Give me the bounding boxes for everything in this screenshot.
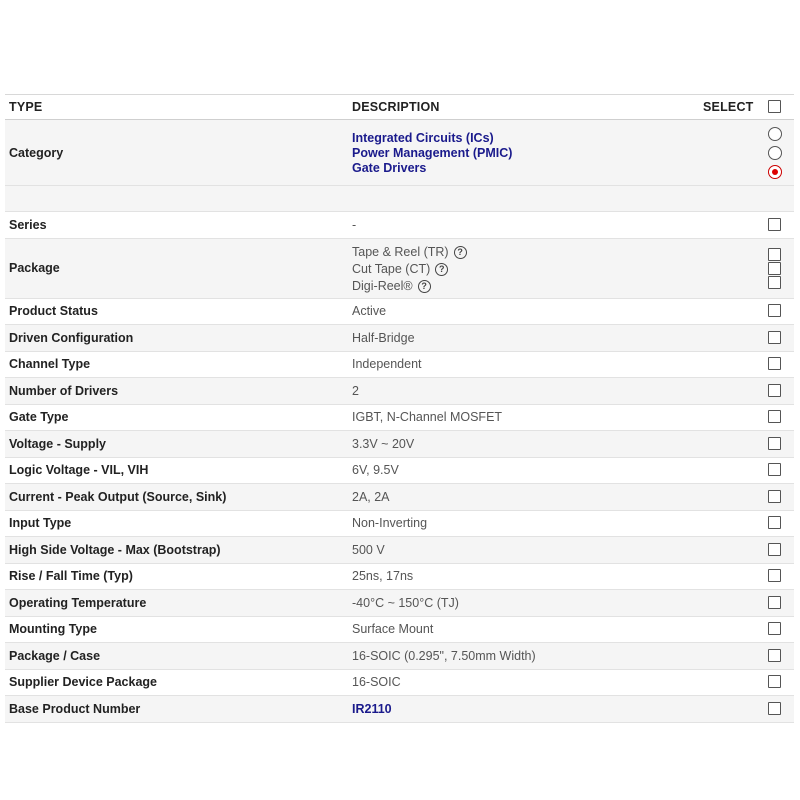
package-checkbox-cut-tape[interactable] [768, 262, 781, 275]
row-checkbox[interactable] [768, 649, 781, 662]
row-label: Gate Type [9, 410, 69, 425]
help-icon[interactable]: ? [454, 246, 467, 259]
category-radio-gate-drivers[interactable] [768, 165, 782, 179]
row-checkbox[interactable] [768, 543, 781, 556]
row-checkbox[interactable] [768, 490, 781, 503]
row-value: 3.3V ~ 20V [352, 436, 415, 451]
row-label: High Side Voltage - Max (Bootstrap) [9, 542, 221, 557]
row-checkbox[interactable] [768, 702, 781, 715]
product-attributes-table [5, 94, 794, 723]
table-row [5, 378, 794, 405]
table-row [5, 352, 794, 379]
base-product-link[interactable]: IR2110 [352, 701, 392, 716]
table-row [5, 643, 794, 670]
row-value: IGBT, N-Channel MOSFET [352, 410, 503, 425]
row-value: 2 [352, 383, 359, 398]
row-value-cell [352, 696, 392, 722]
row-checkbox[interactable] [768, 516, 781, 529]
table-row [5, 458, 794, 485]
row-checkbox[interactable] [768, 384, 781, 397]
header-select: SELECT [703, 100, 754, 114]
row-value: - [352, 217, 357, 232]
package-options [352, 244, 467, 295]
row-checkbox[interactable] [768, 357, 781, 370]
row-label: Series [9, 217, 47, 232]
row-value: 500 V [352, 542, 385, 557]
row-checkbox[interactable] [768, 596, 781, 609]
row-value: -40°C ~ 150°C (TJ) [352, 595, 459, 610]
row-label: Number of Drivers [9, 383, 119, 398]
table-row [5, 431, 794, 458]
row-label: Input Type [9, 516, 72, 531]
row-value: Surface Mount [352, 622, 434, 637]
category-link-gate-drivers[interactable]: Gate Drivers [352, 161, 427, 175]
row-value: 16-SOIC [352, 675, 401, 690]
row-label: Driven Configuration [9, 330, 134, 345]
table-row-series [5, 212, 794, 239]
table-row [5, 617, 794, 644]
header-description: DESCRIPTION [352, 100, 440, 114]
table-row [5, 484, 794, 511]
row-checkbox[interactable] [768, 410, 781, 423]
category-radio-ics[interactable] [768, 127, 782, 141]
select-all-checkbox[interactable] [768, 100, 781, 113]
row-label: Mounting Type [9, 622, 97, 637]
row-checkbox[interactable] [768, 304, 781, 317]
package-option-cut-tape: Cut Tape (CT) [352, 261, 431, 276]
package-checkbox-tape-reel[interactable] [768, 248, 781, 261]
table-row [5, 405, 794, 432]
table-row [5, 670, 794, 697]
row-label: Package [9, 261, 60, 275]
row-checkbox[interactable] [768, 463, 781, 476]
category-links [352, 130, 512, 175]
row-checkbox[interactable] [768, 437, 781, 450]
row-label: Rise / Fall Time (Typ) [9, 569, 133, 584]
row-value: 6V, 9.5V [352, 463, 399, 478]
table-row-category [5, 120, 794, 186]
row-value: 2A, 2A [352, 489, 390, 504]
row-checkbox[interactable] [768, 622, 781, 635]
row-label: Product Status [9, 304, 98, 319]
row-value: Non-Inverting [352, 516, 428, 531]
row-label: Operating Temperature [9, 595, 147, 610]
row-label: Category [9, 145, 64, 160]
row-label: Logic Voltage - VIL, VIH [9, 463, 149, 478]
table-row [5, 511, 794, 538]
table-row [5, 299, 794, 326]
row-value: Independent [352, 357, 422, 372]
category-link-ics[interactable]: Integrated Circuits (ICs) [352, 131, 494, 145]
table-row-package [5, 239, 794, 299]
header-type: TYPE [9, 100, 43, 114]
table-row [5, 590, 794, 617]
row-value: 25ns, 17ns [352, 569, 414, 584]
row-label: Channel Type [9, 357, 91, 372]
table-row [5, 564, 794, 591]
row-label: Current - Peak Output (Source, Sink) [9, 489, 227, 504]
category-radio-pmic[interactable] [768, 146, 782, 160]
category-link-pmic[interactable]: Power Management (PMIC) [352, 146, 513, 160]
row-value: Active [352, 304, 387, 319]
row-label: Base Product Number [9, 701, 141, 716]
row-checkbox[interactable] [768, 218, 781, 231]
table-row [5, 537, 794, 564]
row-value: 16-SOIC (0.295", 7.50mm Width) [352, 648, 536, 663]
package-option-tape-reel: Tape & Reel (TR) [352, 244, 449, 259]
table-header [5, 94, 794, 120]
package-option-digi-reel: Digi-Reel® [352, 278, 413, 293]
row-checkbox[interactable] [768, 569, 781, 582]
table-row [5, 325, 794, 352]
help-icon[interactable]: ? [418, 280, 431, 293]
package-checkbox-digi-reel[interactable] [768, 276, 781, 289]
row-label: Voltage - Supply [9, 436, 106, 451]
help-icon[interactable]: ? [435, 263, 448, 276]
category-spacer [5, 186, 794, 212]
row-checkbox[interactable] [768, 331, 781, 344]
row-label: Package / Case [9, 648, 101, 663]
row-value: Half-Bridge [352, 330, 415, 345]
row-checkbox[interactable] [768, 675, 781, 688]
row-label: Supplier Device Package [9, 675, 157, 690]
table-row-base-product [5, 696, 794, 723]
